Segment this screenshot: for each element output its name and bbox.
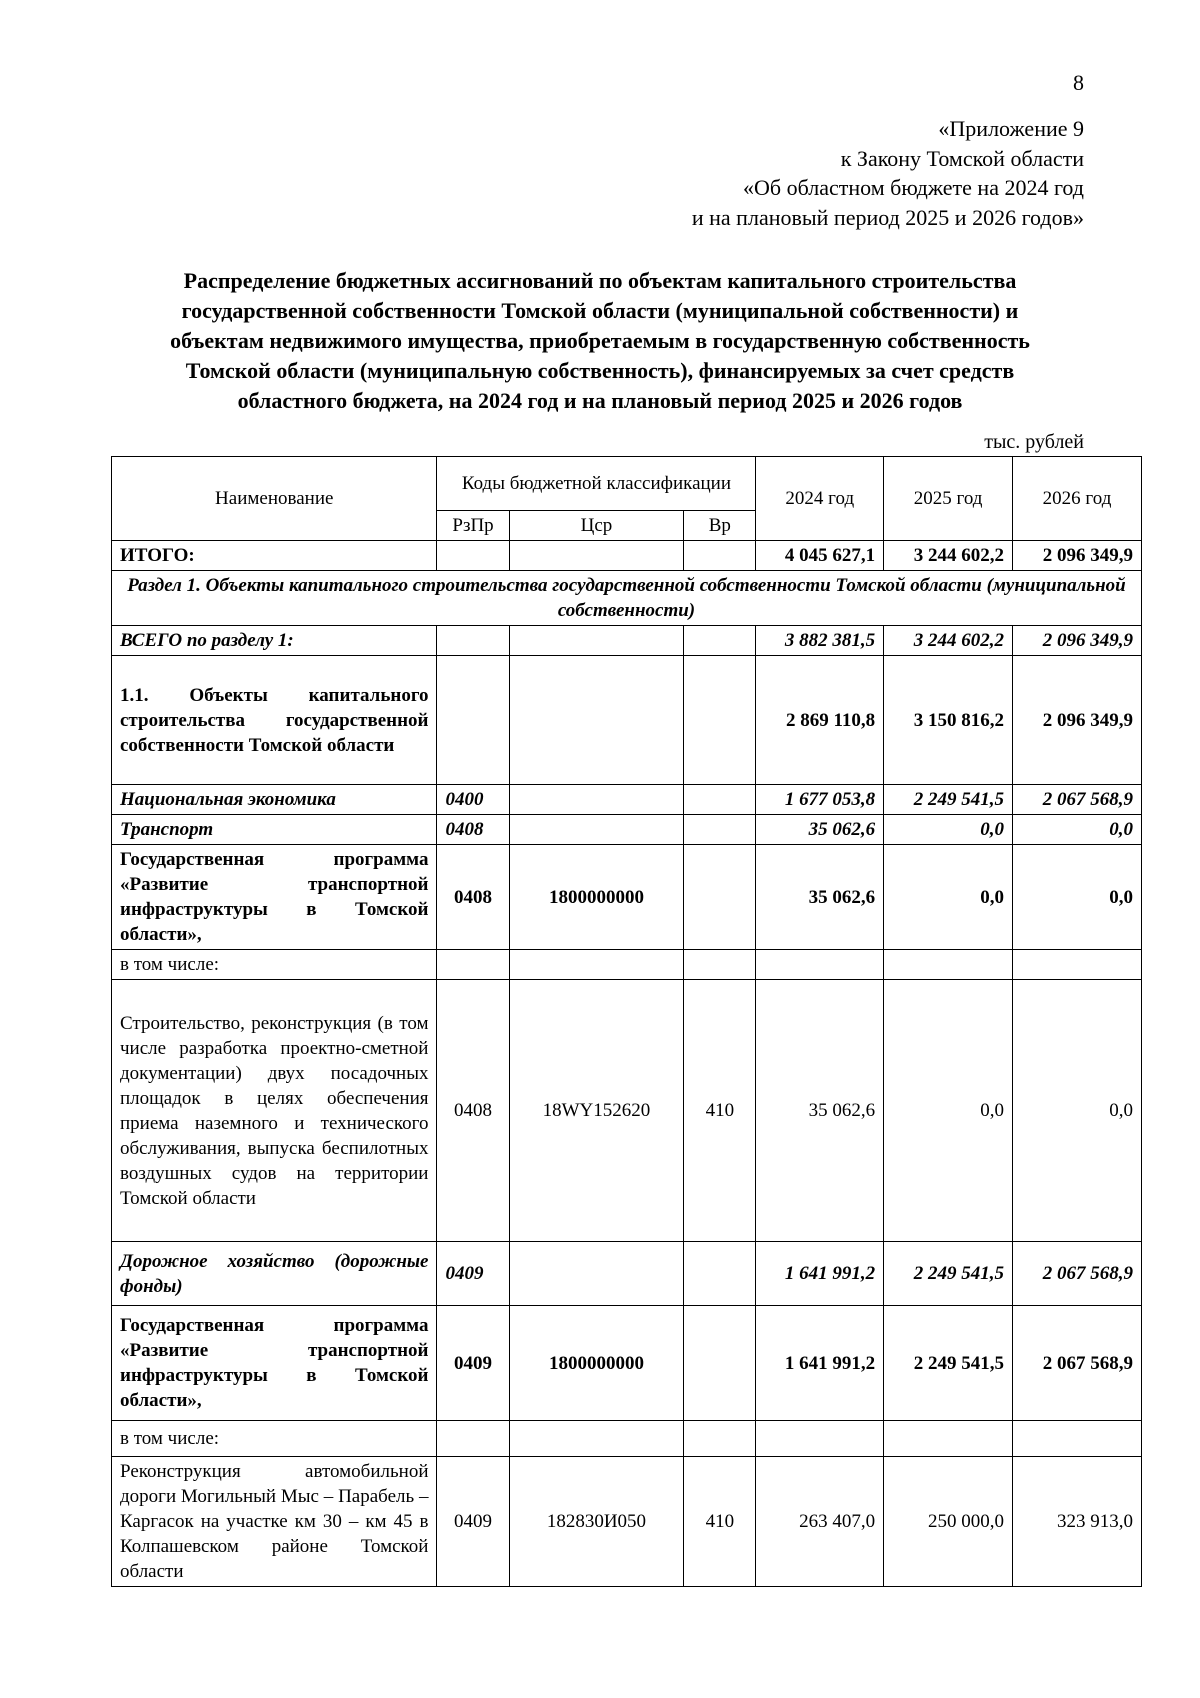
table-row bbox=[112, 626, 1142, 656]
row-name: Дорожное хозяйство (дорожные фонды) bbox=[112, 1242, 437, 1306]
row-vr bbox=[684, 656, 756, 785]
row-csr bbox=[509, 950, 684, 980]
total-row bbox=[112, 541, 1142, 571]
total-2025: 3 244 602,2 bbox=[884, 541, 1013, 571]
row-rzpr bbox=[437, 950, 509, 980]
row-2025: 0,0 bbox=[884, 815, 1013, 845]
row-rzpr: 0400 bbox=[437, 785, 509, 815]
row-2025: 0,0 bbox=[884, 845, 1013, 950]
row-2025: 2 249 541,5 bbox=[884, 1242, 1013, 1306]
row-2026: 323 913,0 bbox=[1013, 1457, 1142, 1587]
table-row bbox=[112, 656, 1142, 785]
table-row bbox=[112, 1242, 1142, 1306]
row-2026: 2 067 568,9 bbox=[1013, 1242, 1142, 1306]
row-2025: 2 249 541,5 bbox=[884, 785, 1013, 815]
row-2026 bbox=[1013, 1421, 1142, 1457]
row-2026: 0,0 bbox=[1013, 980, 1142, 1242]
total-2026: 2 096 349,9 bbox=[1013, 541, 1142, 571]
row-csr bbox=[509, 815, 684, 845]
row-2026: 2 096 349,9 bbox=[1013, 626, 1142, 656]
row-name: Государственная программа «Развитие транспортной инфраструктуры в Томской области», bbox=[112, 845, 437, 950]
row-name: Строительство, реконструкция (в том числе разработка проектно-сметной документации) двух посадочных площадок в целях обеспечения приема наземного и технического обслуживания, выпуска беспилотных воздушных судов на территории Томской области bbox=[112, 980, 437, 1242]
row-name: Транспорт bbox=[112, 815, 437, 845]
table-row bbox=[112, 950, 1142, 980]
row-2026: 0,0 bbox=[1013, 845, 1142, 950]
row-name: в том числе: bbox=[112, 950, 437, 980]
appendix-line: «Об областном бюджете на 2024 год bbox=[743, 175, 1084, 200]
title-line: объектам недвижимого имущества, приобретаемым в государственную собственность bbox=[170, 328, 1030, 353]
header-2024: 2024 год bbox=[756, 457, 884, 541]
row-2024: 3 882 381,5 bbox=[756, 626, 884, 656]
row-rzpr bbox=[437, 656, 509, 785]
document-title bbox=[100, 266, 1100, 416]
row-2026: 2 067 568,9 bbox=[1013, 785, 1142, 815]
row-2026: 2 067 568,9 bbox=[1013, 1306, 1142, 1421]
row-name: Национальная экономика bbox=[112, 785, 437, 815]
table-row bbox=[112, 1421, 1142, 1457]
row-name: Реконструкция автомобильной дороги Могильный Мыс – Парабель – Каргасок на участке км 30 – км 45 в Колпашевском районе Томской области bbox=[112, 1457, 437, 1587]
table-row bbox=[112, 845, 1142, 950]
row-2026 bbox=[1013, 950, 1142, 980]
row-2024: 1 677 053,8 bbox=[756, 785, 884, 815]
table-row bbox=[112, 1457, 1142, 1587]
table-row bbox=[112, 785, 1142, 815]
row-rzpr: 0409 bbox=[437, 1306, 509, 1421]
table-row bbox=[112, 980, 1142, 1242]
row-vr bbox=[684, 1242, 756, 1306]
row-2024: 1 641 991,2 bbox=[756, 1306, 884, 1421]
row-rzpr: 0408 bbox=[437, 845, 509, 950]
appendix-line: «Приложение 9 bbox=[938, 116, 1084, 141]
row-2024: 263 407,0 bbox=[756, 1457, 884, 1587]
row-2024: 35 062,6 bbox=[756, 980, 884, 1242]
row-csr: 1800000000 bbox=[509, 845, 684, 950]
table-row bbox=[112, 815, 1142, 845]
header-rzpr: РзПр bbox=[437, 511, 509, 541]
row-rzpr: 0409 bbox=[437, 1457, 509, 1587]
row-name: в том числе: bbox=[112, 1421, 437, 1457]
row-vr: 410 bbox=[684, 980, 756, 1242]
header-name: Наименование bbox=[112, 457, 437, 541]
row-2024: 1 641 991,2 bbox=[756, 1242, 884, 1306]
table-row bbox=[112, 1306, 1142, 1421]
row-csr bbox=[509, 1242, 684, 1306]
total-2024: 4 045 627,1 bbox=[756, 541, 884, 571]
row-rzpr bbox=[437, 626, 509, 656]
header-codes-group: Коды бюджетной классификации bbox=[437, 457, 756, 511]
row-vr bbox=[684, 845, 756, 950]
row-vr bbox=[684, 626, 756, 656]
row-csr: 18WY152620 bbox=[509, 980, 684, 1242]
row-rzpr bbox=[437, 1421, 509, 1457]
row-vr bbox=[684, 1421, 756, 1457]
row-2024: 35 062,6 bbox=[756, 815, 884, 845]
row-2024: 35 062,6 bbox=[756, 845, 884, 950]
title-line: государственной собственности Томской области (муниципальной собственности) и bbox=[181, 298, 1019, 323]
row-2025: 3 150 816,2 bbox=[884, 656, 1013, 785]
row-2025: 250 000,0 bbox=[884, 1457, 1013, 1587]
row-2024 bbox=[756, 950, 884, 980]
row-vr bbox=[684, 815, 756, 845]
row-csr bbox=[509, 1421, 684, 1457]
row-2025 bbox=[884, 950, 1013, 980]
header-vr: Вр bbox=[684, 511, 756, 541]
page-number: 8 bbox=[1073, 70, 1084, 95]
row-vr bbox=[684, 950, 756, 980]
appendix-line: к Закону Томской области bbox=[840, 145, 1084, 171]
appendix-line: и на плановый период 2025 и 2026 годов» bbox=[691, 204, 1084, 230]
row-2026: 2 096 349,9 bbox=[1013, 656, 1142, 785]
row-2025 bbox=[884, 1421, 1013, 1457]
row-2026: 0,0 bbox=[1013, 815, 1142, 845]
budget-table bbox=[111, 456, 1142, 1587]
row-2025: 2 249 541,5 bbox=[884, 1306, 1013, 1421]
total-label: ИТОГО: bbox=[112, 541, 437, 571]
title-line: Распределение бюджетных ассигнований по объектам капитального строительства bbox=[183, 268, 1017, 293]
header-csr: Цср bbox=[509, 511, 684, 541]
row-2024: 2 869 110,8 bbox=[756, 656, 884, 785]
row-rzpr: 0409 bbox=[437, 1242, 509, 1306]
row-csr: 1800000000 bbox=[509, 1306, 684, 1421]
section-title: Раздел 1. Объекты капитального строительства государственной собственности Томской области (муниципальной собственности) bbox=[112, 571, 1142, 626]
header-2025: 2025 год bbox=[884, 457, 1013, 541]
row-name: 1.1. Объекты капитального строительства государственной собственности Томской области bbox=[112, 656, 437, 785]
row-2024 bbox=[756, 1421, 884, 1457]
header-2026: 2026 год bbox=[1013, 457, 1142, 541]
units-label: тыс. рублей bbox=[984, 431, 1084, 453]
appendix-reference bbox=[692, 114, 1084, 232]
section-title-row bbox=[112, 571, 1142, 626]
row-vr bbox=[684, 785, 756, 815]
row-name: ВСЕГО по разделу 1: bbox=[112, 626, 437, 656]
row-rzpr: 0408 bbox=[437, 980, 509, 1242]
row-csr bbox=[509, 785, 684, 815]
row-2025: 3 244 602,2 bbox=[884, 626, 1013, 656]
row-2025: 0,0 bbox=[884, 980, 1013, 1242]
row-csr: 182830И050 bbox=[509, 1457, 684, 1587]
row-csr bbox=[509, 626, 684, 656]
row-vr bbox=[684, 1306, 756, 1421]
header-row bbox=[112, 457, 1142, 511]
title-line: Томской области (муниципальную собственность), финансируемых за счет средств bbox=[185, 358, 1015, 383]
row-vr: 410 bbox=[684, 1457, 756, 1587]
title-line: областного бюджета, на 2024 год и на плановый период 2025 и 2026 годов bbox=[237, 388, 963, 413]
row-rzpr: 0408 bbox=[437, 815, 509, 845]
row-csr bbox=[509, 656, 684, 785]
row-name: Государственная программа «Развитие транспортной инфраструктуры в Томской области», bbox=[112, 1306, 437, 1421]
